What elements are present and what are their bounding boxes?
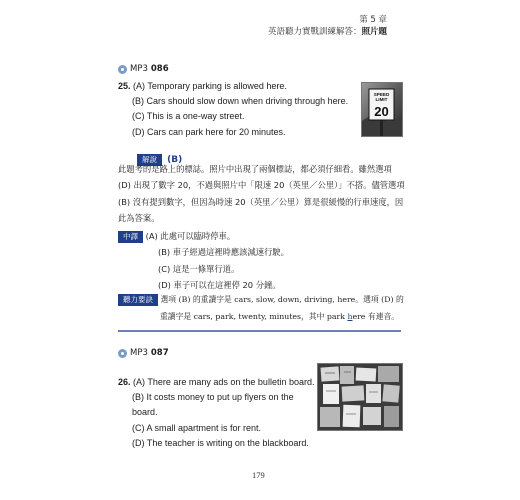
- explanation-tag: 解說: [137, 154, 162, 166]
- question-option: [118, 79, 358, 94]
- question-25: [118, 79, 358, 140]
- translation-a: (A) 此處可以臨時停車。: [145, 231, 236, 241]
- option-b: (B) Cars should slow down when driving through here.: [132, 96, 349, 107]
- tip-line2: [118, 309, 418, 326]
- translation-block: [118, 228, 289, 293]
- tip-line1: 選項 (B) 的重讀字是 cars, slow, down, driving, here。選項 (D) 的: [160, 295, 404, 304]
- option-d: (D) The teacher is writing on the blackboard.: [132, 437, 309, 448]
- option-c: (C) This is a one-way street.: [132, 111, 245, 122]
- running-header: [268, 14, 387, 38]
- sign-line2: LIMIT: [375, 97, 388, 102]
- explanation-line: 此為答案。: [118, 212, 160, 223]
- cd-icon: [118, 349, 127, 358]
- cd-icon: [118, 65, 127, 74]
- mp3-text: MP3: [130, 64, 148, 74]
- tip-line2-a: 重讀字是 cars, park, twenty, minutes，其中 park: [160, 311, 348, 321]
- explanation-line: (B) 沒有提到數字，但因為時速 20（英里／公里）算是很緩慢的行車速度，因: [118, 196, 404, 207]
- chapter-label: 第 5 章: [359, 15, 387, 25]
- mp3-087-label: [118, 348, 169, 358]
- speed-limit-photo: [361, 82, 403, 137]
- mp3-086-label: [118, 64, 169, 74]
- tip-line2-b: ere 有連音。: [352, 311, 400, 321]
- subtitle-main: 英語聽力實戰訓練解答：: [267, 27, 362, 37]
- tip-tag: 聽力要訣: [118, 294, 158, 306]
- translation-tag: 中譯: [118, 231, 143, 243]
- question-number: 26.: [118, 377, 131, 387]
- sign-line1: SPEED: [373, 92, 390, 97]
- option-a: (A) Temporary parking is allowed here.: [133, 81, 287, 91]
- translation-c: (C) 這是一條單行道。: [158, 263, 240, 274]
- answer-label: (B): [167, 155, 183, 165]
- option-d: (D) Cars can park here for 20 minutes.: [132, 126, 286, 137]
- page-number: 179: [252, 470, 265, 480]
- question-26: [118, 375, 318, 451]
- translation-d: (D) 車子可以在這裡停 20 分鐘。: [158, 279, 281, 290]
- explanation-line: (D) 出現了數字 20，不過與照片中「限速 20（英里／公里）」不搭。儘管選項: [118, 180, 405, 191]
- listening-tip: [118, 292, 418, 325]
- liaison-mark: h: [347, 311, 353, 321]
- question-number: 25.: [118, 81, 131, 91]
- mp3-text: MP3: [130, 348, 148, 358]
- mp3-number: 087: [150, 348, 169, 358]
- section-divider: [118, 330, 401, 332]
- explanation-line: 此題考的是路上的標誌。照片中出現了兩個標誌，都必須仔細看。雖然選項: [118, 164, 392, 174]
- option-c: (C) A small apartment is for rent.: [132, 422, 262, 433]
- question-option: [118, 375, 318, 390]
- option-a: (A) There are many ads on the bulletin board.: [133, 377, 315, 387]
- translation-b: (B) 車子經過這裡時應該減速行駛。: [158, 247, 289, 258]
- mp3-number: 086: [150, 64, 169, 74]
- subtitle-bold: 照片題: [361, 27, 387, 37]
- chapter-subtitle: [268, 26, 387, 38]
- explanation-text: [118, 161, 426, 226]
- sign-number: 20: [374, 104, 389, 119]
- bulletin-board-photo: [317, 363, 403, 431]
- option-b: (B) It costs money to put up flyers on the board.: [132, 392, 294, 418]
